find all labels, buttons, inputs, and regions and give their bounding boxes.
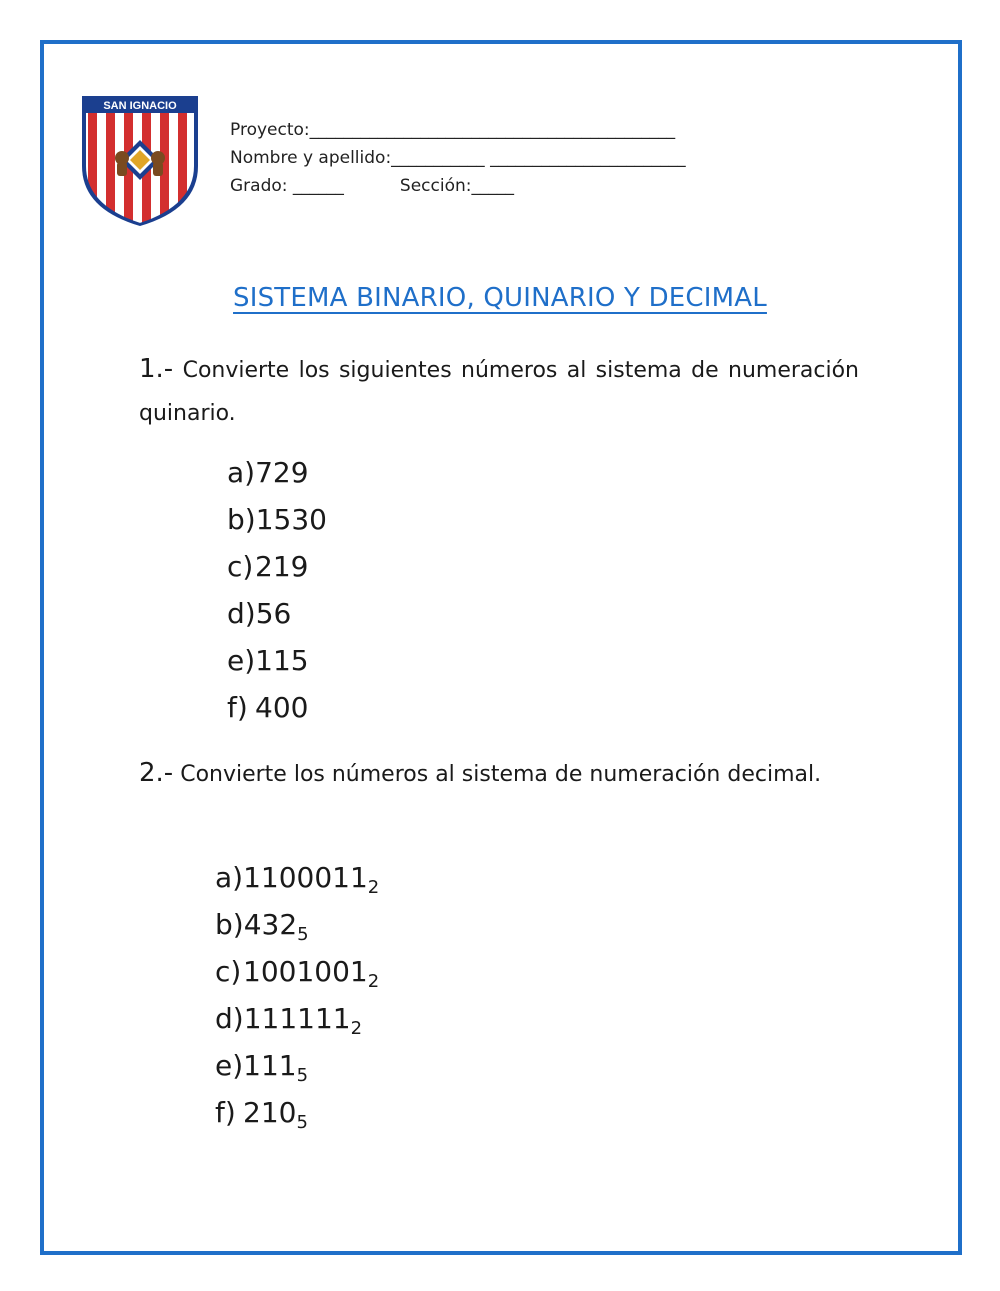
list-item: f) 400	[227, 691, 309, 724]
list-item: $b)432_5$	[215, 908, 309, 945]
list-item: c)219	[227, 550, 309, 583]
question-1-list	[227, 449, 327, 731]
worksheet-title: SISTEMA BINARIO, QUINARIO Y DECIMAL	[233, 283, 767, 313]
list-item: $c)1001001_2$	[215, 955, 380, 992]
question-1-text: Convierte los siguientes números al sistema de numeración quinario.	[139, 358, 859, 426]
question-2-list	[215, 854, 379, 1136]
list-item: $a)1100011_2$	[215, 861, 380, 898]
project-field[interactable]: Proyecto:___________________________________________	[230, 120, 676, 140]
list-item: e)115	[227, 644, 309, 677]
question-2-text: Convierte los números al sistema de numeración decimal.	[180, 762, 822, 787]
student-info-fields	[230, 116, 686, 200]
logo-text: SAN IGNACIO	[103, 100, 177, 112]
school-crest-logo	[78, 94, 202, 226]
section-field[interactable]: Sección:_____	[399, 176, 514, 196]
question-1	[139, 348, 859, 435]
list-item: $d)111111_2$	[215, 1002, 363, 1039]
list-item: f) $210_5$	[215, 1096, 308, 1133]
question-2	[139, 752, 859, 796]
name-field[interactable]: Nombre y apellido:___________ _______________________	[230, 148, 686, 168]
list-item: b)1530	[227, 503, 327, 536]
list-item: $e)111_5$	[215, 1049, 309, 1086]
question-2-number: 2.-	[139, 758, 174, 788]
question-1-number: 1.-	[139, 354, 174, 384]
grade-field[interactable]: Grado: ______	[230, 176, 344, 196]
list-item: d)56	[227, 597, 292, 630]
list-item: a)729	[227, 456, 309, 489]
